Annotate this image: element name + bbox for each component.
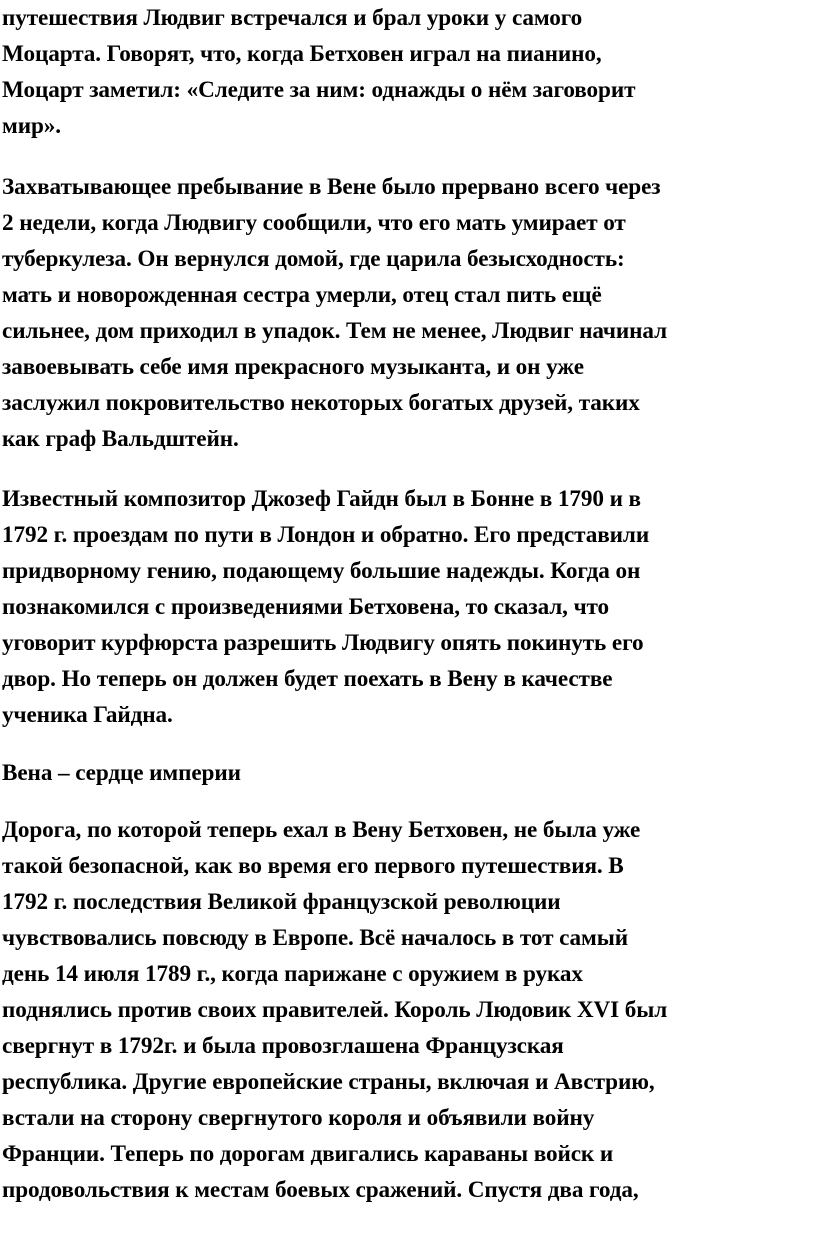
- paragraph-road-to-vienna: [2, 812, 667, 1208]
- paragraph-return-home: [2, 169, 667, 457]
- paragraph-haydn: [2, 481, 649, 733]
- text-line: встали на сторону свергнутого короля и объявили войну: [2, 1105, 595, 1131]
- text-line: путешествия Людвиг встречался и брал уроки у самого: [2, 5, 583, 31]
- text-line: придворному гению, подающему большие надежды. Когда он: [2, 558, 641, 584]
- text-line: свергнут в 1792г. и была провозглашена Французская: [2, 1033, 564, 1059]
- text-line: как граф Вальдштейн.: [2, 426, 239, 452]
- text-line: такой безопасной, как во время его первого путешествия. В: [2, 853, 624, 879]
- text-line: 1792 г. последствия Великой французской революции: [2, 889, 561, 915]
- text-line: 1792 г. проездам по пути в Лондон и обратно. Его представили: [2, 522, 650, 548]
- text-line: Дорога, по которой теперь ехал в Вену Бетховен, не была уже: [2, 817, 641, 843]
- paragraph-mozart-meeting: [2, 0, 635, 144]
- text-line: мир».: [2, 113, 61, 139]
- text-line: чувствовались повсюду в Европе. Всё началось в тот самый: [2, 925, 629, 951]
- text-line: двор. Но теперь он должен будет поехать в Вену в качестве: [2, 666, 613, 692]
- text-line: продовольствия к местам боевых сражений. Спустя два года,: [2, 1177, 639, 1203]
- text-line: завоевывать себе имя прекрасного музыканта, и он уже: [2, 354, 584, 380]
- text-line: Захватывающее пребывание в Вене было прервано всего через: [2, 174, 661, 200]
- text-line: туберкулеза. Он вернулся домой, где царила безысходность:: [2, 246, 625, 272]
- text-line: Известный композитор Джозеф Гайдн был в Бонне в 1790 и в: [2, 486, 641, 512]
- section-heading: [2, 755, 241, 791]
- text-line: заслужил покровительство некоторых богатых друзей, таких: [2, 390, 640, 416]
- text-line: день 14 июля 1789 г., когда парижане с оружием в руках: [2, 961, 583, 987]
- section-heading-text: Вена – сердце империи: [2, 760, 241, 786]
- text-line: Франции. Теперь по дорогам двигались караваны войск и: [2, 1141, 614, 1167]
- text-line: уговорит курфюрста разрешить Людвигу опять покинуть его: [2, 630, 644, 656]
- text-line: поднялись против своих правителей. Король Людовик XVI был: [2, 997, 668, 1023]
- text-line: 2 недели, когда Людвигу сообщили, что его мать умирает от: [2, 210, 626, 236]
- text-line: республика. Другие европейские страны, включая и Австрию,: [2, 1069, 655, 1095]
- text-line: познакомился с произведениями Бетховена, то сказал, что: [2, 594, 610, 620]
- text-line: сильнее, дом приходил в упадок. Тем не менее, Людвиг начинал: [2, 318, 667, 344]
- text-line: Моцарта. Говорят, что, когда Бетховен играл на пианино,: [2, 41, 602, 67]
- text-line: Моцарт заметил: «Следите за ним: однажды о нём заговорит: [2, 77, 636, 103]
- text-line: ученика Гайдна.: [2, 702, 173, 728]
- text-line: мать и новорожденная сестра умерли, отец стал пить ещё: [2, 282, 602, 308]
